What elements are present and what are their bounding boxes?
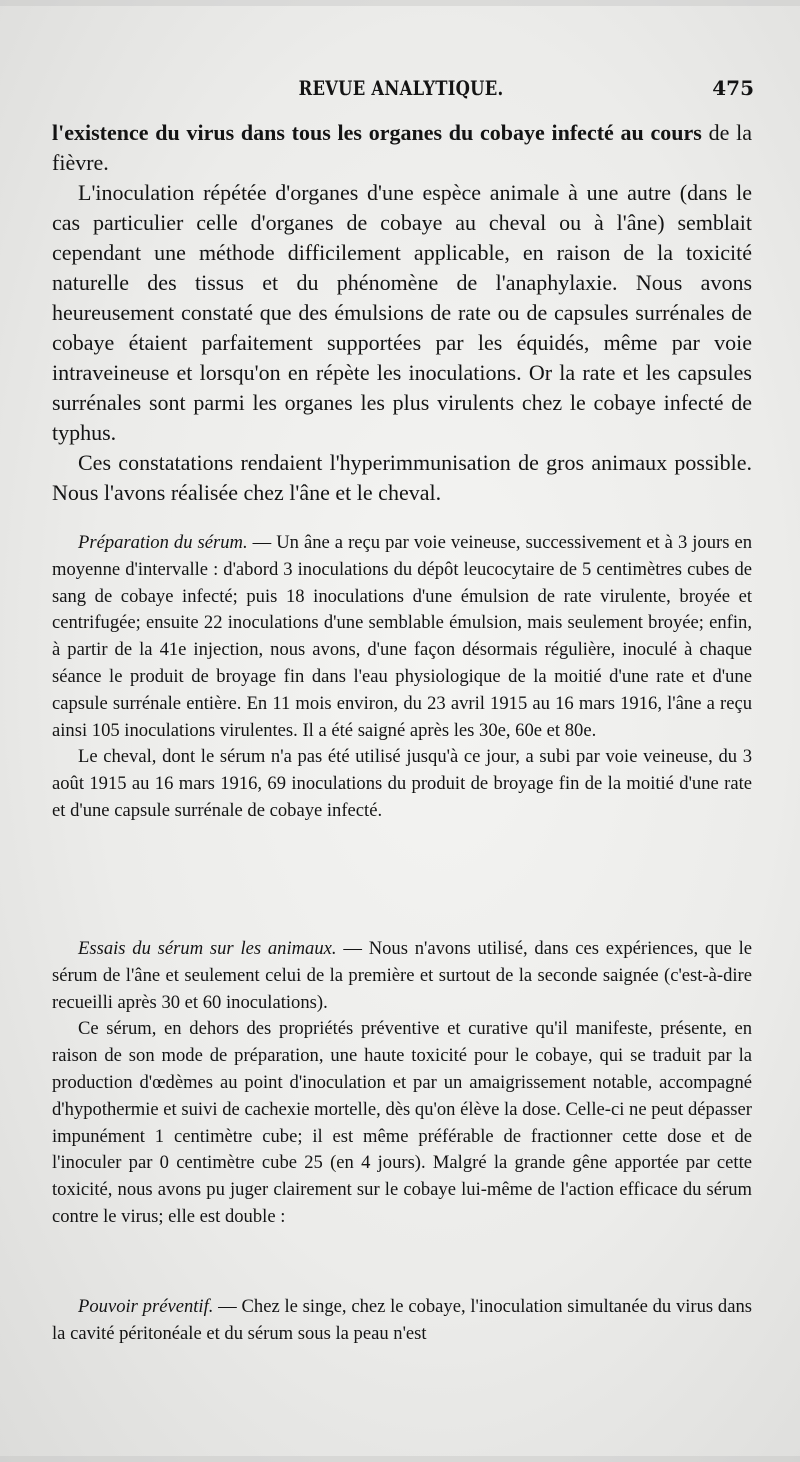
- heading-preparation: Préparation du sérum.: [78, 532, 248, 553]
- page-header: [48, 76, 754, 106]
- continued-line-bold: l'existence du virus dans tous les organes du cobaye infecté au cours: [52, 120, 702, 145]
- heading-essais: Essais du sérum sur les animaux.: [78, 938, 337, 959]
- section-preparation-serum: [52, 530, 752, 825]
- paragraph-cheval: Le cheval, dont le sérum n'a pas été utilisé jusqu'à ce jour, a subi par voie veineuse, du 3 août 1915 au 16 mars 1916, 69 inoculations du produit de broyage fin de la moitié d'une rate et d'une capsule surrénale de cobaye infecté.: [52, 746, 752, 821]
- running-title: REVUE ANALYTIQUE.: [298, 76, 504, 100]
- continued-line-rest: de la fièvre.: [52, 120, 752, 175]
- scan-edge-bottom: [0, 1456, 800, 1462]
- text-preparation: — Un âne a reçu par voie veineuse, successivement et à 3 jours en moyenne d'intervalle : d'abord 3 inoculations du dépôt leucocytaire de 5 centimètres cubes de sang de cobaye infecté; puis 18 inoculations d'une émulsion de rate virulente, broyée et centrifugée; ensuite 22 inoculations d'une semblable émulsion, mais seulement broyée; enfin, à partir de la 41e injection, nous avons, d'une façon désormais régulière, inoculé à chaque séance le produit de broyage fin dans l'eau physiologique de la moitié d'une rate et d'une capsule surrénale entière. En 11 mois environ, du 23 avril 1915 au 16 mars 1916, l'âne a reçu ainsi 105 inoculations virulentes. Il a été saigné après les 30e, 60e et 80e.: [52, 532, 753, 741]
- page-number: 475: [712, 76, 754, 100]
- section-essais-serum: [52, 936, 752, 1231]
- paragraph-preparation: [52, 530, 752, 744]
- text-preventif: — Chez le singe, chez le cobaye, l'inoculation simultanée du virus dans la cavité péritonéale et du sérum sous la peau n'est: [52, 1296, 752, 1344]
- paragraph-constatations: Ces constatations rendaient l'hyperimmunisation de gros animaux possible. Nous l'avons réalisée chez l'âne et le cheval.: [52, 450, 752, 505]
- continued-paragraph: [52, 118, 752, 178]
- paragraph-inoculation: L'inoculation répétée d'organes d'une espèce animale à une autre (dans le cas particulier celle d'organes de cobaye au cheval ou à l'âne) semblait cependant une méthode difficilement applicable, en raison de la toxicité naturelle des tissus et du phénomène de l'anaphylaxie. Nous avons heureusement constaté que des émulsions de rate ou de capsules surrénales de cobaye étaient parfaitement supportées par les équidés, même par voie intraveineuse et lorsqu'on en répète les inoculations. Or la rate et les capsules surrénales sont parmi les organes les plus virulents chez le cobaye infecté de typhus.: [52, 180, 752, 445]
- paragraph-preventif: [52, 1294, 752, 1348]
- section-virus-organs: [52, 118, 752, 508]
- text-essais: — Nous n'avons utilisé, dans ces expériences, que le sérum de l'âne et seulement celui de la première et surtout de la seconde saignée (c'est-à-dire recueilli après 30 et 60 inoculations).: [52, 938, 752, 1013]
- paragraph-toxicite: Ce sérum, en dehors des propriétés préventive et curative qu'il manifeste, présente, en raison de son mode de préparation, une haute toxicité pour le cobaye, qui se traduit par la production d'œdèmes au point d'inoculation et par un amaigrissement notable, accompagné d'hypothermie et suivi de cachexie mortelle, dès qu'on élève la dose. Celle-ci ne peut dépasser impunément 1 centimètre cube; il est même préférable de fractionner cette dose et de l'inoculer par 0 centimètre cube 25 (en 4 jours). Malgré la grande gêne apportée par cette toxicité, nous avons pu juger clairement sur le cobaye lui-même de l'action efficace du sérum contre le virus; elle est double :: [52, 1018, 752, 1227]
- scan-edge-top: [0, 0, 800, 6]
- heading-preventif: Pouvoir préventif.: [78, 1296, 214, 1317]
- section-pouvoir-preventif: [52, 1294, 752, 1348]
- paragraph-essais: [52, 936, 752, 1016]
